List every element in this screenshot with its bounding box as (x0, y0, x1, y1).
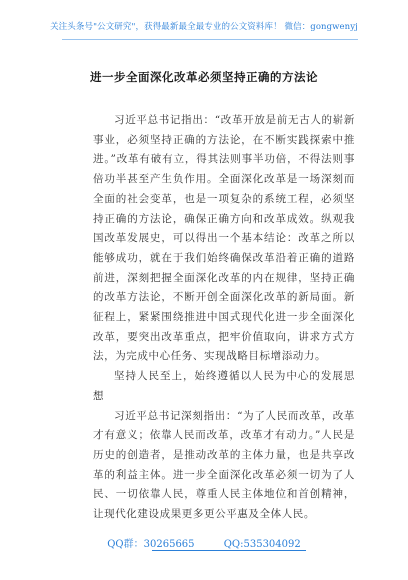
section-heading: 坚持人民至上，始终遵循以人民为中心的发展思想 (93, 370, 355, 402)
document-body (93, 111, 355, 525)
header-divider (62, 39, 358, 40)
paragraph: 习近平总书记指出：“改革开放是前无古人的崭新事业，必须坚持正确的方法论，在不断实践探索中推进。”改革有破有立，得其法则事半功倍，不得法则事倍功半甚至产生负作用。全面深化改革是一场深刻而全面的社会变革，也是一项复杂的系统工程，必须坚持正确的方法论，确保正确方向和改革成效。纵观我国改革发展史，可以得出一个基本结论：改革之所以能够成功，就在于我们始终确保改革沿着正确的道路前进，深刻把握全面深化改革的内在规律，坚持正确的改革方法论，不断开创全面深化改革的新局面。新征程上，紧紧围绕推进中国式现代化进一步全面深化改革，要突出改革重点，把牢价值取向，讲求方式方法，为完成中心任务、实现战略目标增添动力。 (93, 114, 355, 363)
paragraph: 习近平总书记深刻指出：“为了人民而改革，改革才有意义；依靠人民而改革，改革才有动力。”人民是历史的创造者，是推动改革的主体力量，也是共享改革的利益主体。进一步全面深化改革必须一切为了人民、一切依靠人民，尊重人民主体地位和首创精神，让现代化建设成果更多更公平惠及全体人民。 (93, 409, 355, 521)
qq-number: QQ:535304092 (223, 539, 301, 550)
qq-group-number: QQ群：30265665 (107, 539, 195, 550)
header-note: 关注头条号"公文研究"，获得最新最全最专业的公文资料库！ 微信：gongwenyj (50, 22, 358, 32)
document-title: 进一步全面深化改革必须坚持正确的方法论 (90, 70, 318, 84)
footer-contact (0, 535, 408, 550)
footer-underline (152, 550, 306, 551)
